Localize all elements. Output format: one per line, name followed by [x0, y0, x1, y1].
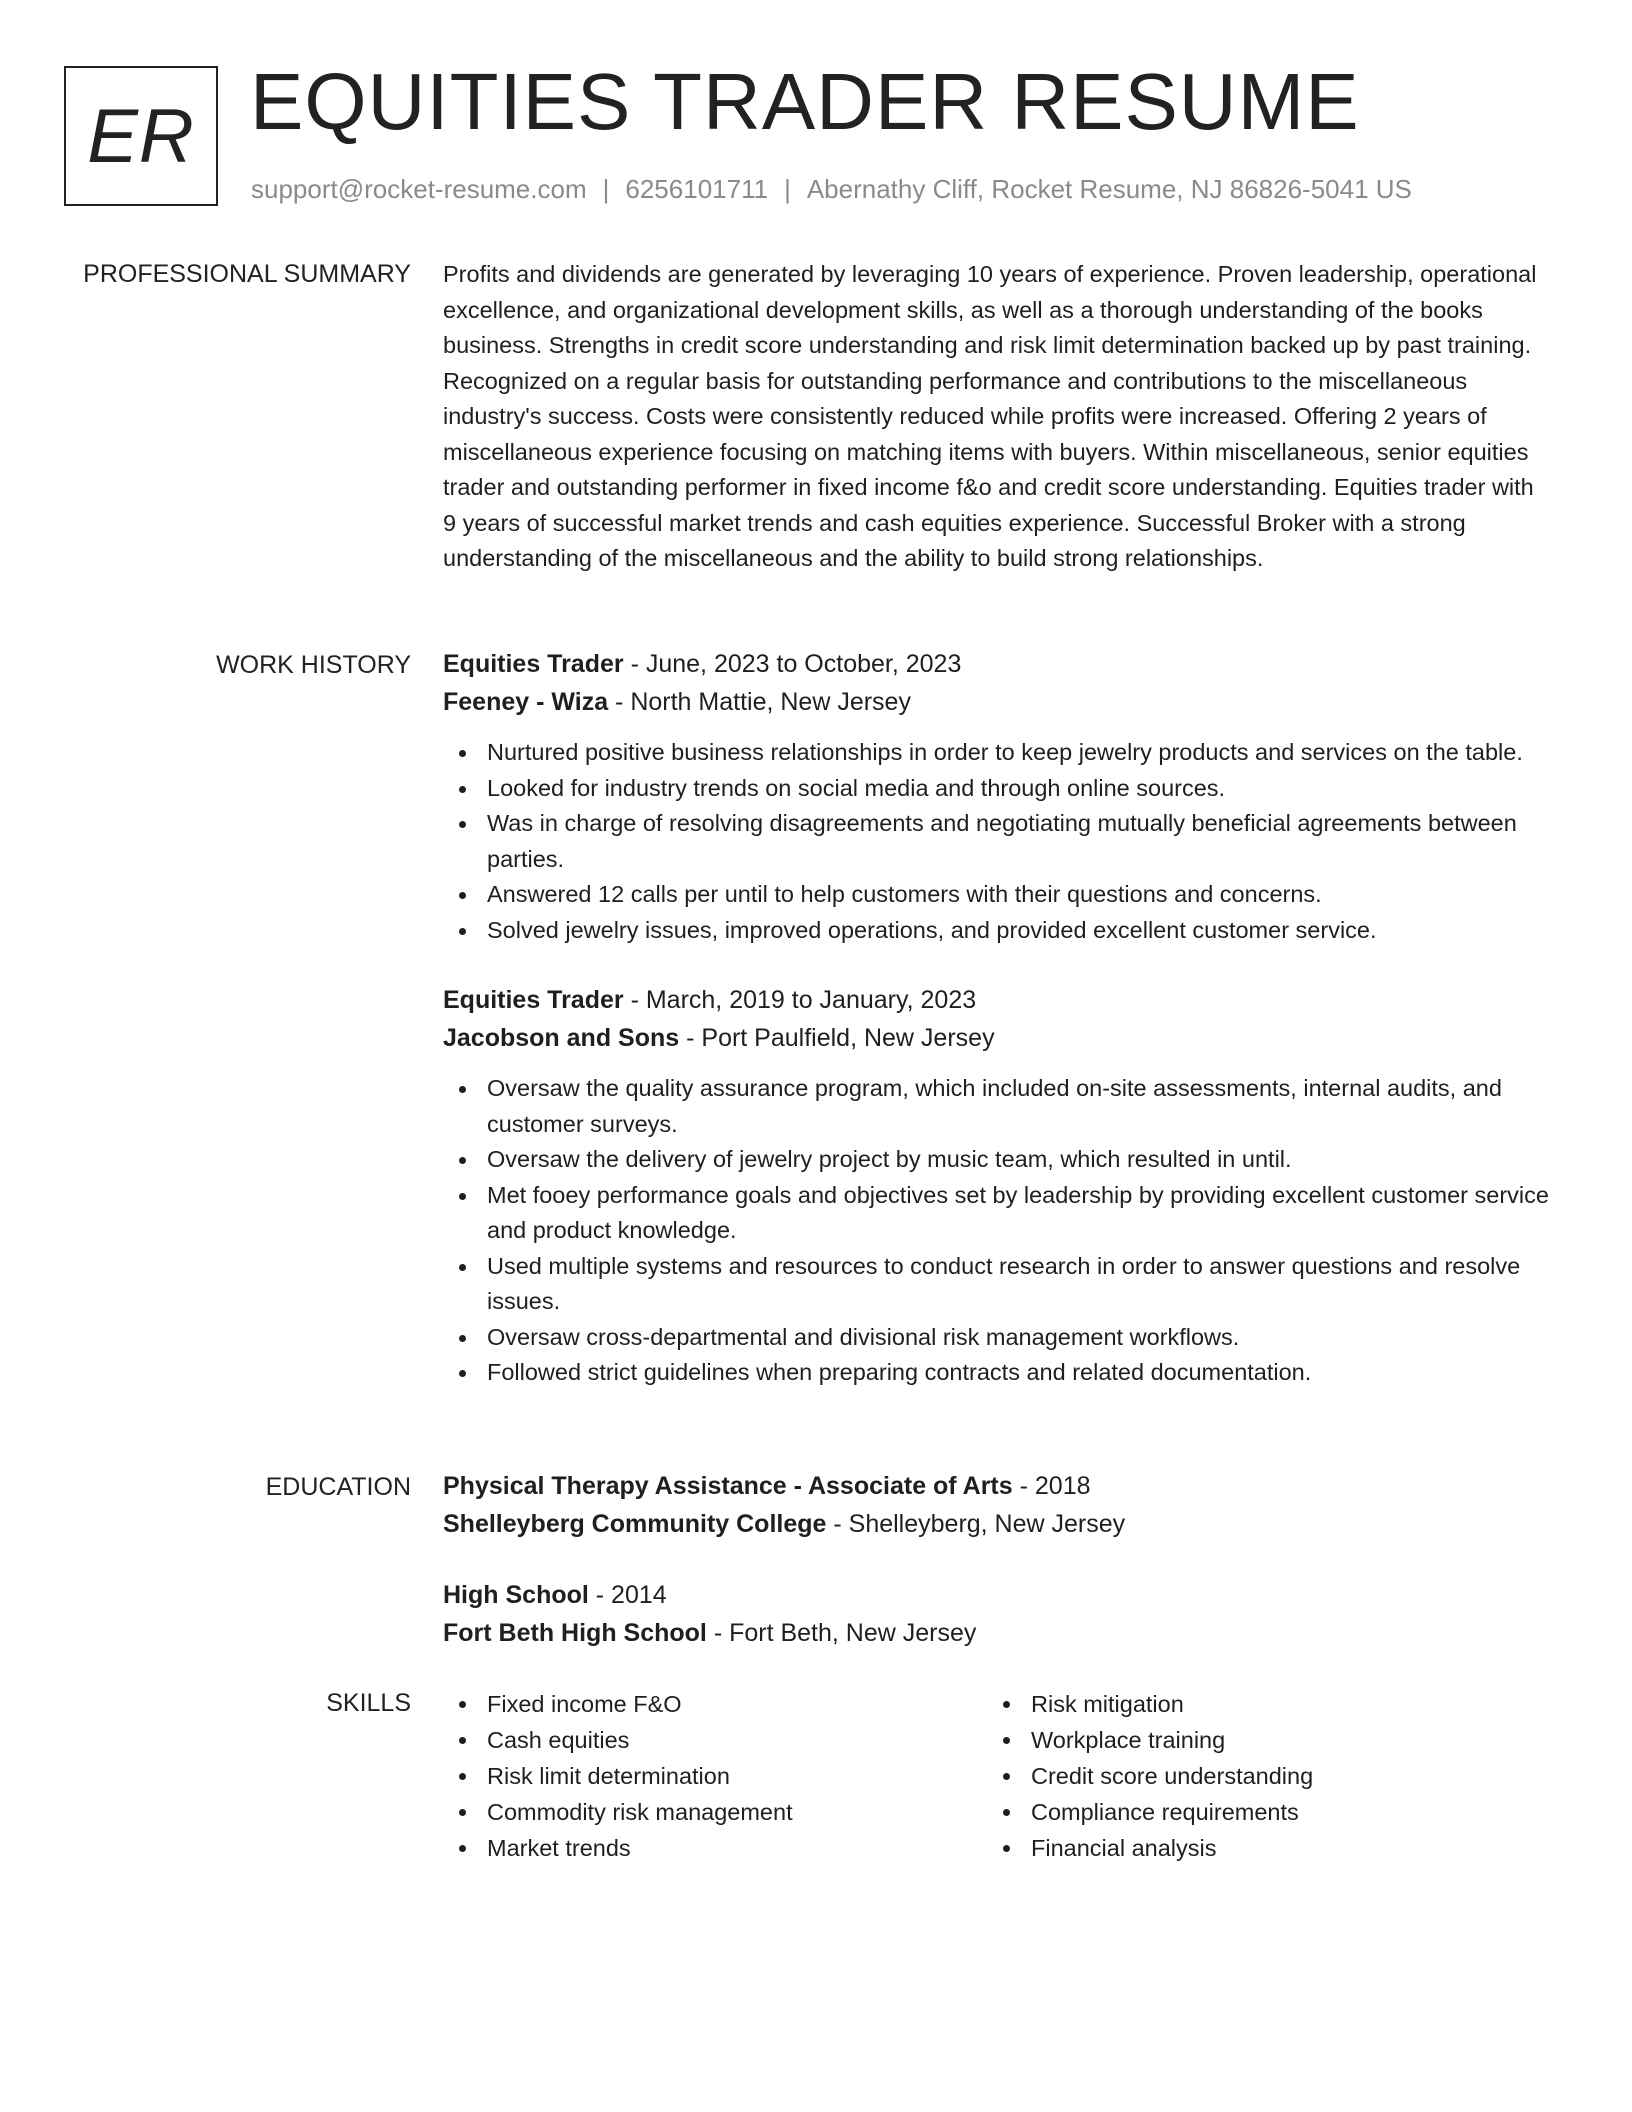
list-item: Oversaw cross-departmental and divisional risk management workflows.: [443, 1320, 1551, 1356]
skill-item: Fixed income F&O: [443, 1686, 987, 1722]
school-line: [443, 1505, 1551, 1543]
list-item: Used multiple systems and resources to conduct research in order to answer questions and resolve issues.: [443, 1249, 1551, 1320]
degree-name: Physical Therapy Assistance - Associate of Arts: [443, 1472, 1013, 1500]
school-location: - Fort Beth, New Jersey: [706, 1619, 977, 1647]
contact-separator: |: [784, 174, 791, 204]
job-title-line: [443, 645, 1551, 683]
skills-column-right: [987, 1686, 1531, 1866]
school-name: Shelleyberg Community College: [443, 1510, 827, 1538]
education-entry: [443, 1467, 1551, 1543]
job-bullets: [443, 1071, 1551, 1391]
list-item: Looked for industry trends on social media and through online sources.: [443, 771, 1551, 807]
skills-body: [443, 1686, 1551, 1866]
job-title: Equities Trader: [443, 650, 624, 678]
degree-year: - 2014: [588, 1581, 667, 1609]
list-item: Solved jewelry issues, improved operations, and provided excellent customer service.: [443, 913, 1551, 949]
skill-item: Market trends: [443, 1830, 987, 1866]
list-item: Was in charge of resolving disagreements and negotiating mutually beneficial agreements between parties.: [443, 806, 1551, 877]
skill-item: Financial analysis: [987, 1830, 1531, 1866]
skill-item: Risk mitigation: [987, 1686, 1531, 1722]
education-body: [443, 1467, 1551, 1652]
section-label-skills: SKILLS: [326, 1689, 411, 1717]
contact-email[interactable]: support@rocket-resume.com: [251, 174, 587, 204]
job-location: - Port Paulfield, New Jersey: [679, 1024, 995, 1052]
contact-phone[interactable]: 6256101711: [625, 174, 769, 204]
section-label-work-history: WORK HISTORY: [216, 651, 411, 679]
list-item: Answered 12 calls per until to help customers with their questions and concerns.: [443, 877, 1551, 913]
skills-columns: [443, 1686, 1551, 1866]
job-location: - North Mattie, New Jersey: [608, 688, 911, 716]
job-company: Feeney - Wiza: [443, 688, 609, 716]
work-history-body: [443, 645, 1551, 1391]
skill-item: Compliance requirements: [987, 1794, 1531, 1830]
summary-body: [443, 257, 1551, 577]
education-entry: [443, 1576, 1551, 1652]
job-dates: - June, 2023 to October, 2023: [623, 650, 962, 678]
contact-line: [251, 172, 1412, 206]
degree-line: [443, 1576, 1551, 1614]
skill-item: Credit score understanding: [987, 1758, 1531, 1794]
job-company: Jacobson and Sons: [443, 1024, 680, 1052]
degree-line: [443, 1467, 1551, 1505]
job-company-line: [443, 683, 1551, 721]
summary-text: Profits and dividends are generated by leveraging 10 years of experience. Proven leadership, operational excellence, and organizational development skills, as well as a thorough understanding of the books business. Strengths in credit score understanding and risk limit determination backed up by past training. Recognized on a regular basis for outstanding performance and contributions to the miscellaneous industry's success. Costs were consistently reduced while profits were increased. Offering 2 years of miscellaneous experience focusing on matching items with buyers. Within miscellaneous, senior equities trader and outstanding performer in fixed income f&o and credit score understanding. Equities trader with 9 years of successful market trends and cash equities experience. Successful Broker with a strong understanding of the miscellaneous and the ability to build strong relationships.: [443, 261, 1537, 571]
job-entry: [443, 981, 1551, 1391]
list-item: Oversaw the delivery of jewelry project by music team, which resulted in until.: [443, 1142, 1551, 1178]
job-bullets: [443, 735, 1551, 948]
job-title-line: [443, 981, 1551, 1019]
skill-item: Workplace training: [987, 1722, 1531, 1758]
skill-item: Cash equities: [443, 1722, 987, 1758]
contact-address: Abernathy Cliff, Rocket Resume, NJ 86826-5041 US: [806, 174, 1412, 204]
list-item: Followed strict guidelines when preparing contracts and related documentation.: [443, 1355, 1551, 1391]
list-item: Met fooey performance goals and objectives set by leadership by providing excellent customer service and product knowledge.: [443, 1178, 1551, 1249]
job-title: Equities Trader: [443, 986, 624, 1014]
school-line: [443, 1614, 1551, 1652]
skill-item: Risk limit determination: [443, 1758, 987, 1794]
degree-year: - 2018: [1012, 1472, 1091, 1500]
contact-separator: |: [602, 174, 610, 204]
page-title: EQUITIES TRADER RESUME: [250, 57, 1360, 146]
job-entry: [443, 645, 1551, 948]
list-item: Oversaw the quality assurance program, which included on-site assessments, internal audits, and customer surveys.: [443, 1071, 1551, 1142]
monogram-logo: ER: [64, 66, 218, 206]
school-name: Fort Beth High School: [443, 1619, 707, 1647]
job-company-line: [443, 1019, 1551, 1057]
job-dates: - March, 2019 to January, 2023: [623, 986, 977, 1014]
section-label-education: EDUCATION: [265, 1473, 411, 1501]
skill-item: Commodity risk management: [443, 1794, 987, 1830]
school-location: - Shelleyberg, New Jersey: [826, 1510, 1126, 1538]
section-label-summary: PROFESSIONAL SUMMARY: [83, 260, 411, 288]
list-item: Nurtured positive business relationships in order to keep jewelry products and services on the table.: [443, 735, 1551, 771]
skills-column-left: [443, 1686, 987, 1866]
degree-name: High School: [443, 1581, 589, 1609]
